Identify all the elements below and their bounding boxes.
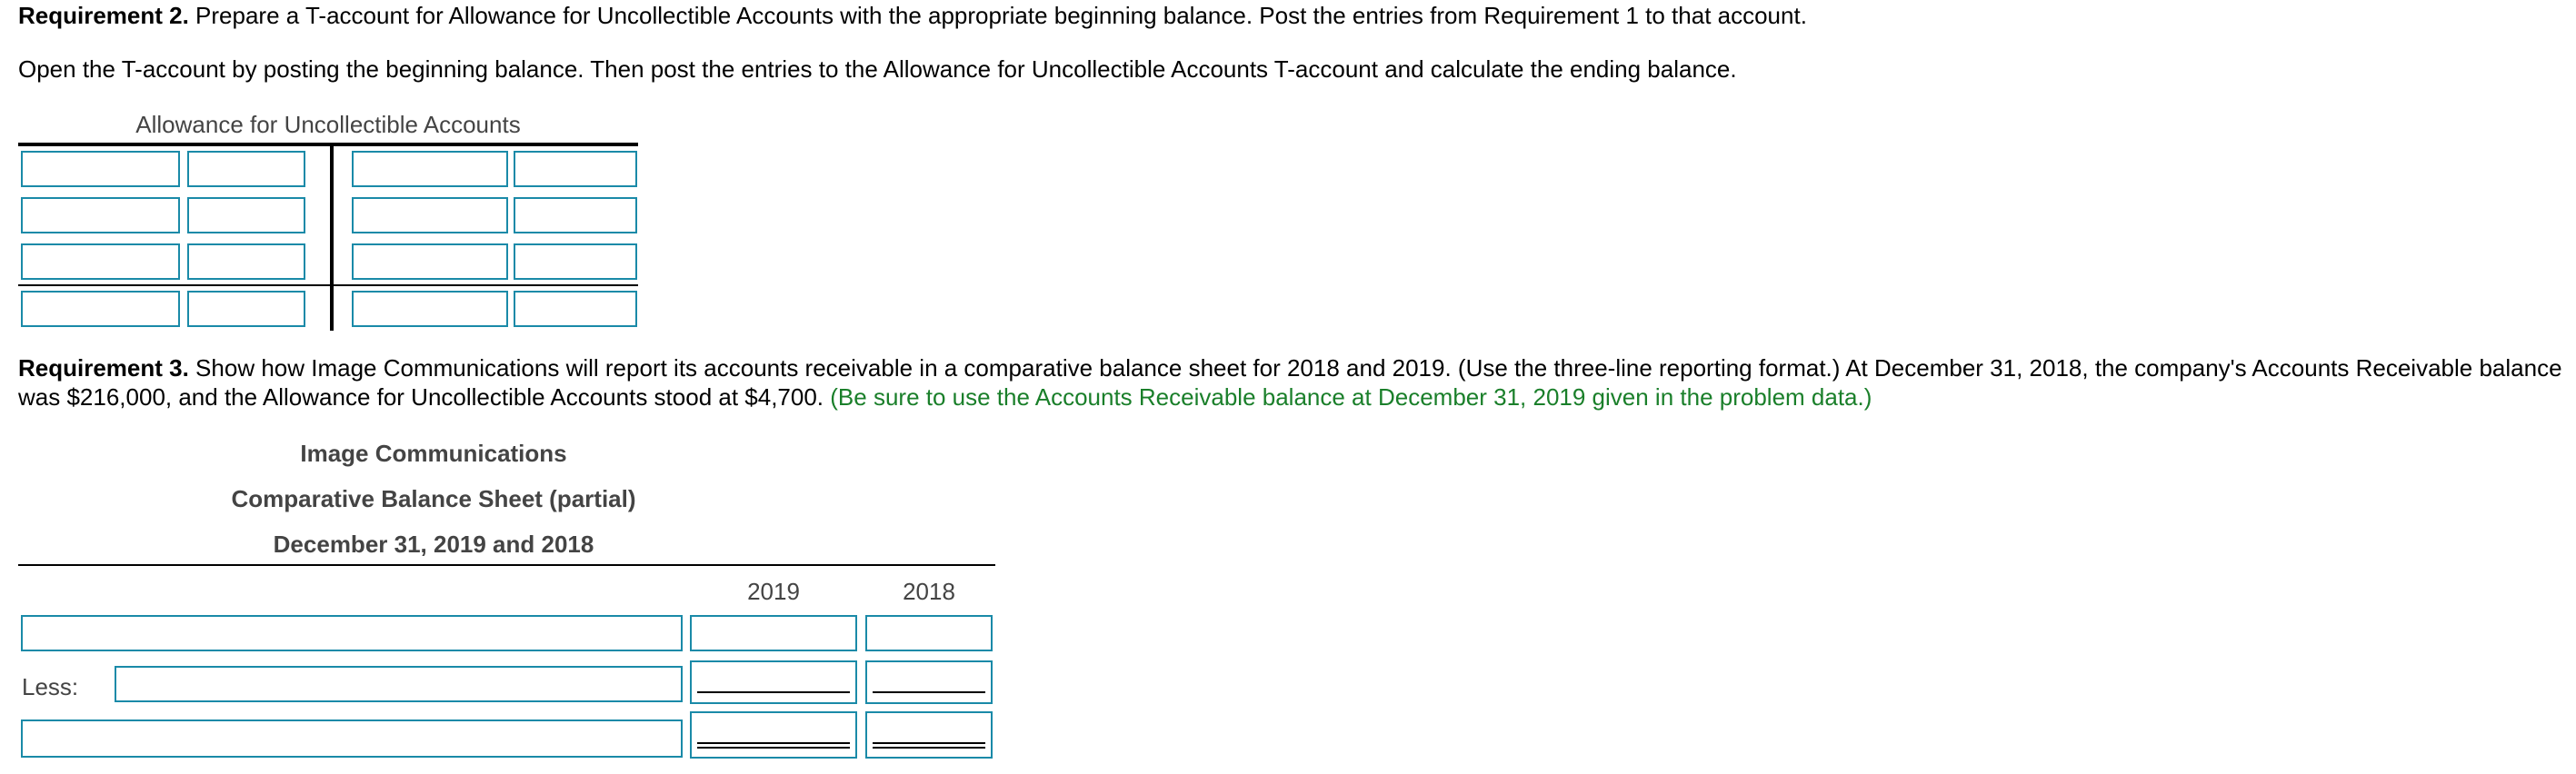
t-account-debit-label-input-2[interactable] [21,197,180,233]
accounts-receivable-2019-input[interactable] [690,615,857,651]
t-account-credit-amount-input-2[interactable] [514,197,637,233]
allowance-label-input[interactable] [115,666,683,702]
t-account-credit-label-input-1[interactable] [352,151,508,187]
t-account-debit-label-input-1[interactable] [21,151,180,187]
requirement-2-body: Prepare a T-account for Allowance for Uncollectible Accounts with the appropriate beginning balance. Post the entries from Requirement 1 to that account. [188,2,1807,29]
t-account-credit-label-input-4[interactable] [352,291,508,327]
t-account-credit-amount-input-3[interactable] [514,243,637,280]
t-account-credit-amount-input-4[interactable] [514,291,637,327]
t-account-total-rule [18,284,638,286]
t-account-debit-label-input-4[interactable] [21,291,180,327]
t-account-credit-amount-input-1[interactable] [514,151,637,187]
accounts-receivable-label-input[interactable] [21,615,683,651]
t-account-debit-amount-input-4[interactable] [187,291,305,327]
requirement-2-instruction: Open the T-account by posting the beginning balance. Then post the entries to the Allowance for Uncollectible Accounts T-account and calculate the ending balance. [18,55,1737,83]
net-2019-double-underline-bottom [697,747,850,749]
statement-date: December 31, 2019 and 2018 [273,531,594,558]
allowance-2019-input[interactable] [690,660,857,704]
t-account-credit-label-input-3[interactable] [352,243,508,280]
t-account-debit-label-input-3[interactable] [21,243,180,280]
net-receivable-2018-input[interactable] [865,711,993,759]
net-receivable-2019-input[interactable] [690,711,857,759]
requirement-3-note: (Be sure to use the Accounts Receivable balance at December 31, 2019 given in the problem data.) [830,383,1872,411]
net-2018-double-underline-top [873,742,985,744]
t-account-credit-label-input-2[interactable] [352,197,508,233]
requirement-3-body-2: was $216,000, and the Allowance for Uncollectible Accounts stood at $4,700. [18,383,831,411]
t-account-title: Allowance for Uncollectible Accounts [135,111,521,138]
net-2019-double-underline-top [697,742,850,744]
balance-sheet-header-rule [18,564,995,566]
requirement-3-line-2 [18,382,1872,412]
column-header-2018: 2018 [903,578,955,605]
net-receivable-label-input[interactable] [21,719,683,758]
column-header-2019: 2019 [747,578,800,605]
t-account-debit-amount-input-1[interactable] [187,151,305,187]
less-label: Less: [22,673,79,700]
requirement-3-text [18,352,2562,383]
t-account-debit-amount-input-2[interactable] [187,197,305,233]
requirement-2-label: Requirement 2. [18,2,189,29]
allowance-2019-underline [697,691,850,693]
allowance-2018-underline [873,691,985,693]
statement-title: Comparative Balance Sheet (partial) [231,485,636,512]
accounts-receivable-2018-input[interactable] [865,615,993,651]
allowance-2018-input[interactable] [865,660,993,704]
t-account-center-rule [330,144,334,331]
company-name: Image Communications [300,440,567,467]
t-account-debit-amount-input-3[interactable] [187,243,305,280]
t-account-top-rule [18,143,638,146]
requirement-3-label: Requirement 3. [18,354,189,382]
requirement-3-body: Show how Image Communications will report its accounts receivable in a comparative balance sheet for 2018 and 2019. (Use the three-line reporting format.) At December 31, 2018, the company's Accounts Receivable balance [188,354,2562,382]
requirement-2-text [18,0,1807,31]
net-2018-double-underline-bottom [873,747,985,749]
